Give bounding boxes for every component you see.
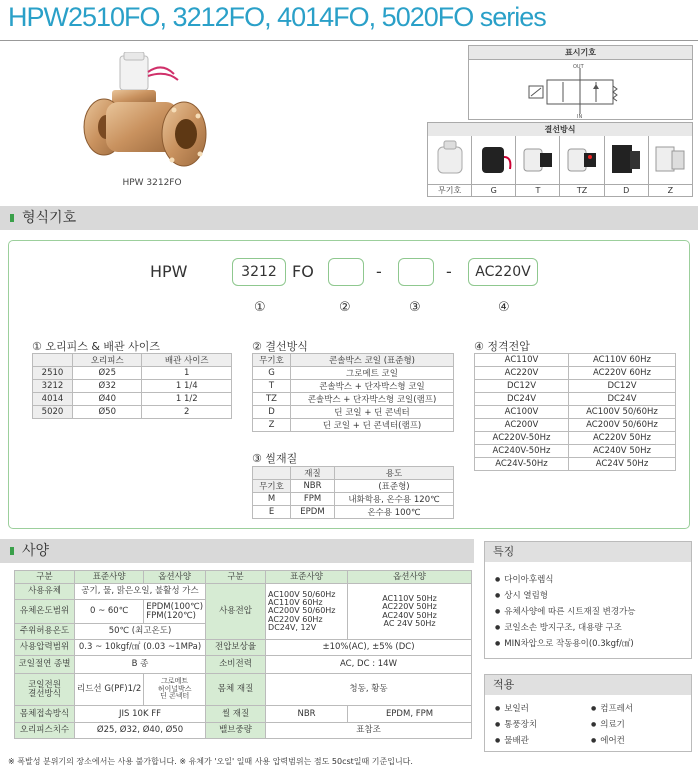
coil-tz-image <box>560 136 604 185</box>
cell: 전압보상율 <box>206 640 266 656</box>
cell: (표준형) <box>335 480 454 493</box>
cell: 사용전압 <box>206 584 266 640</box>
cell: 내화학용, 온수용 120℃ <box>335 493 454 506</box>
section-marker <box>10 547 14 555</box>
coil-t-image <box>516 136 560 185</box>
model-size-box: 3212 <box>232 258 286 286</box>
symbol-box <box>468 45 693 120</box>
applications-title: 적용 <box>485 675 691 695</box>
th: 표준사양 <box>75 571 144 584</box>
voltage-title: ④ 정격전압 <box>474 340 530 353</box>
list-item: ● 코일소손 방지구조, 대용량 구조 <box>495 620 681 636</box>
list-item: ● MIN차압으로 작동용이(0.3kgf/㎠) <box>495 636 681 652</box>
cell: AC110V <box>475 354 569 367</box>
table-row <box>475 354 676 367</box>
features-title: 특징 <box>485 542 691 562</box>
th: 재질 <box>291 467 335 480</box>
table-row <box>475 380 676 393</box>
table-row <box>253 406 454 419</box>
cell: AC24V 50Hz <box>569 458 676 471</box>
table-row <box>253 493 454 506</box>
cell: 0.3 ~ 10kgf/㎠ (0.03 ~1MPa) <box>75 640 206 656</box>
cell: AC240V-50Hz <box>475 445 569 458</box>
list-item: ● 상시 열림형 <box>495 588 681 604</box>
connection-table <box>427 122 693 197</box>
cell: 표참조 <box>266 723 472 739</box>
cell: 코일절연 종별 <box>15 656 75 674</box>
cell: Ø25, Ø32, Ø40, Ø50 <box>75 723 206 739</box>
th: 옵션사양 <box>348 571 472 584</box>
table-row <box>15 640 472 656</box>
section-marker <box>10 214 14 222</box>
wiring-table <box>252 353 454 432</box>
table-row <box>15 584 472 600</box>
table-row <box>15 656 472 674</box>
valve-photo <box>82 52 212 177</box>
model-circle-2: ② <box>339 300 351 315</box>
model-circle-4: ④ <box>498 300 510 315</box>
table-row <box>33 367 232 380</box>
cell: Ø25 <box>73 367 142 380</box>
conn-label: D <box>604 185 648 197</box>
applications-panel <box>484 674 692 752</box>
cell: AC200V 50/60Hz <box>569 419 676 432</box>
model-circle-1: ① <box>254 300 266 315</box>
cell: 딘 코일 + 딘 콘넥터(램프) <box>291 419 454 432</box>
cell: M <box>253 493 291 506</box>
cell: AC220V 50Hz <box>569 432 676 445</box>
list-item: ● 보일러 <box>495 701 591 717</box>
model-voltage-box: AC220V <box>468 258 538 286</box>
conn-label: G <box>472 185 516 197</box>
list-item: ● 에어컨 <box>591 733 687 749</box>
symbol-out-label: OUT <box>573 64 584 70</box>
th: 배관 사이즈 <box>142 354 232 367</box>
th: 오리피스 <box>73 354 142 367</box>
cell: TZ <box>253 393 291 406</box>
cell: 3212 <box>33 380 73 393</box>
th: 표준사양 <box>266 571 348 584</box>
cell: T <box>253 380 291 393</box>
table-row <box>15 723 472 739</box>
cell: 2 <box>142 406 232 419</box>
table-row <box>475 367 676 380</box>
photo-caption: HPW 3212FO <box>122 178 182 188</box>
model-seal-box <box>398 258 434 286</box>
cell: 몸체접속방식 <box>15 706 75 723</box>
cell: Z <box>253 419 291 432</box>
table-row <box>253 367 454 380</box>
th: 용도 <box>335 467 454 480</box>
cell: 딘 코일 + 딘 콘넥터 <box>291 406 454 419</box>
list-item: ● 의료기 <box>591 717 687 733</box>
cell: 1 1/2 <box>142 393 232 406</box>
cell: Ø40 <box>73 393 142 406</box>
th <box>253 467 291 480</box>
cell: AC24V-50Hz <box>475 458 569 471</box>
cell: AC200V <box>475 419 569 432</box>
cell: 무기호 <box>253 354 291 367</box>
cell: AC240V 50Hz <box>569 445 676 458</box>
th: 구분 <box>15 571 75 584</box>
orifice-table <box>32 353 232 419</box>
coil-z-image <box>648 136 692 185</box>
cell: 오리피스치수 <box>15 723 75 739</box>
table-row <box>475 419 676 432</box>
cell: NBR <box>266 706 348 723</box>
model-wiring-box <box>328 258 364 286</box>
model-dash: - <box>376 262 382 281</box>
cell: AC100V 50/60Hz AC110V 60Hz AC200V 50/60Hz AC220V 60Hz DC24V, 12V <box>266 584 348 640</box>
cell: 콘솔박스 + 단자박스형 코일(램프) <box>291 393 454 406</box>
cell: AC220V 60Hz <box>569 367 676 380</box>
cell: 무기호 <box>253 480 291 493</box>
cell: AC220V-50Hz <box>475 432 569 445</box>
cell: D <box>253 406 291 419</box>
list-item: ● 통풍장치 <box>495 717 591 733</box>
title-divider <box>0 40 698 41</box>
cell: EPDM <box>291 506 335 519</box>
cell: 코일전원 결선방식 <box>15 674 75 706</box>
table-row <box>253 393 454 406</box>
cell: 리드선 G(PF)1/2 <box>75 674 144 706</box>
seal-table <box>252 466 454 519</box>
cell: 공기, 물, 맑은오일, 불활성 가스 <box>75 584 206 600</box>
cell: 씰 재질 <box>206 706 266 723</box>
cell: AC, DC : 14W <box>266 656 472 674</box>
th <box>33 354 73 367</box>
cell: AC100V <box>475 406 569 419</box>
cell: 2510 <box>33 367 73 380</box>
cell: G <box>253 367 291 380</box>
connection-header: 결선방식 <box>428 123 693 136</box>
list-item: ● 유체사양에 따른 시트재질 변경가능 <box>495 604 681 620</box>
table-row <box>15 706 472 723</box>
model-fo: FO <box>292 262 314 281</box>
footnote: ※ 폭발성 분위기의 장소에서는 사용 불가합니다. ※ 유체가 '오일' 일때 사용 압력범위는 점도 50cst일때 기준입니다. <box>8 757 413 766</box>
model-code-row <box>150 254 550 294</box>
table-row <box>475 393 676 406</box>
th: 구분 <box>206 571 266 584</box>
cell: 5020 <box>33 406 73 419</box>
seal-title: ③ 씰재질 <box>252 452 298 465</box>
coil-standard-image <box>428 136 472 185</box>
cell: 주위허용온도 <box>15 624 75 640</box>
page-title: HPW2510FO, 3212FO, 4014FO, 5020FO series <box>8 2 546 32</box>
cell: JIS 10K FF <box>75 706 206 723</box>
table-row <box>475 432 676 445</box>
cell: 그로메트 코일 <box>291 367 454 380</box>
cell: FPM <box>291 493 335 506</box>
coil-g-image <box>472 136 516 185</box>
table-row <box>15 674 472 706</box>
cell: DC12V <box>475 380 569 393</box>
cell: DC12V <box>569 380 676 393</box>
orifice-title: ① 오리피스 & 배관 사이즈 <box>32 340 161 353</box>
list-item: ● 컴프레서 <box>591 701 687 717</box>
cell: 1 <box>142 367 232 380</box>
list-item: ● 다이아후렘식 <box>495 572 681 588</box>
cell: EPDM(100℃) FPM(120℃) <box>144 600 206 624</box>
cell: 4014 <box>33 393 73 406</box>
model-section-title: 형식기호 <box>22 210 77 226</box>
list-item: ● 물배관 <box>495 733 591 749</box>
cell: NBR <box>291 480 335 493</box>
wiring-title: ② 결선방식 <box>252 340 308 353</box>
coil-d-image <box>604 136 648 185</box>
table-row <box>33 380 232 393</box>
valve-symbol <box>469 60 692 119</box>
table-row <box>253 506 454 519</box>
cell: 몸체 재질 <box>206 674 266 706</box>
table-row <box>33 393 232 406</box>
th: 옵션사양 <box>144 571 206 584</box>
table-row <box>33 406 232 419</box>
cell: 유체온도범위 <box>15 600 75 624</box>
table-row <box>475 458 676 471</box>
model-section-bar <box>0 206 698 230</box>
spec-table <box>14 570 472 739</box>
cell: 사용유체 <box>15 584 75 600</box>
cell: AC100V 50/60Hz <box>569 406 676 419</box>
table-row <box>15 571 472 584</box>
model-circle-3: ③ <box>409 300 421 315</box>
cell: 밸브중량 <box>206 723 266 739</box>
cell: DC24V <box>475 393 569 406</box>
cell: 사용압력범위 <box>15 640 75 656</box>
cell: Ø50 <box>73 406 142 419</box>
conn-label: 무기호 <box>428 185 472 197</box>
cell: 청동, 황동 <box>266 674 472 706</box>
voltage-table <box>474 353 676 471</box>
cell: 콘솔박스 + 단자박스형 코일 <box>291 380 454 393</box>
cell: 그로메트 허이널박스 딘 콘넥터 <box>144 674 206 706</box>
spec-section-title: 사양 <box>22 543 50 559</box>
table-row <box>253 380 454 393</box>
cell: 1 1/4 <box>142 380 232 393</box>
cell: 소비전력 <box>206 656 266 674</box>
cell: 콘솔박스 코일 (표준형) <box>291 354 454 367</box>
conn-label: TZ <box>560 185 604 197</box>
symbol-in-label: IN <box>577 114 583 119</box>
spec-section-bar <box>0 539 474 563</box>
model-prefix: HPW <box>150 262 188 281</box>
cell: 50℃ (최고온도) <box>75 624 206 640</box>
cell: AC110V 60Hz <box>569 354 676 367</box>
cell: B 종 <box>75 656 206 674</box>
cell: ±10%(AC), ±5% (DC) <box>266 640 472 656</box>
cell: E <box>253 506 291 519</box>
conn-label: T <box>516 185 560 197</box>
table-row <box>475 406 676 419</box>
features-panel <box>484 541 692 659</box>
cell: 온수용 100℃ <box>335 506 454 519</box>
table-row <box>253 480 454 493</box>
cell: AC110V 50Hz AC220V 50Hz AC240V 50Hz AC 24V 50Hz <box>348 584 472 640</box>
cell: Ø32 <box>73 380 142 393</box>
symbol-header: 표시기호 <box>469 46 692 60</box>
conn-label: Z <box>648 185 692 197</box>
cell: DC24V <box>569 393 676 406</box>
cell: 0 ~ 60℃ <box>75 600 144 624</box>
model-dash: - <box>446 262 452 281</box>
table-row <box>253 419 454 432</box>
table-row <box>253 354 454 367</box>
cell: EPDM, FPM <box>348 706 472 723</box>
cell: AC220V <box>475 367 569 380</box>
table-row <box>475 445 676 458</box>
